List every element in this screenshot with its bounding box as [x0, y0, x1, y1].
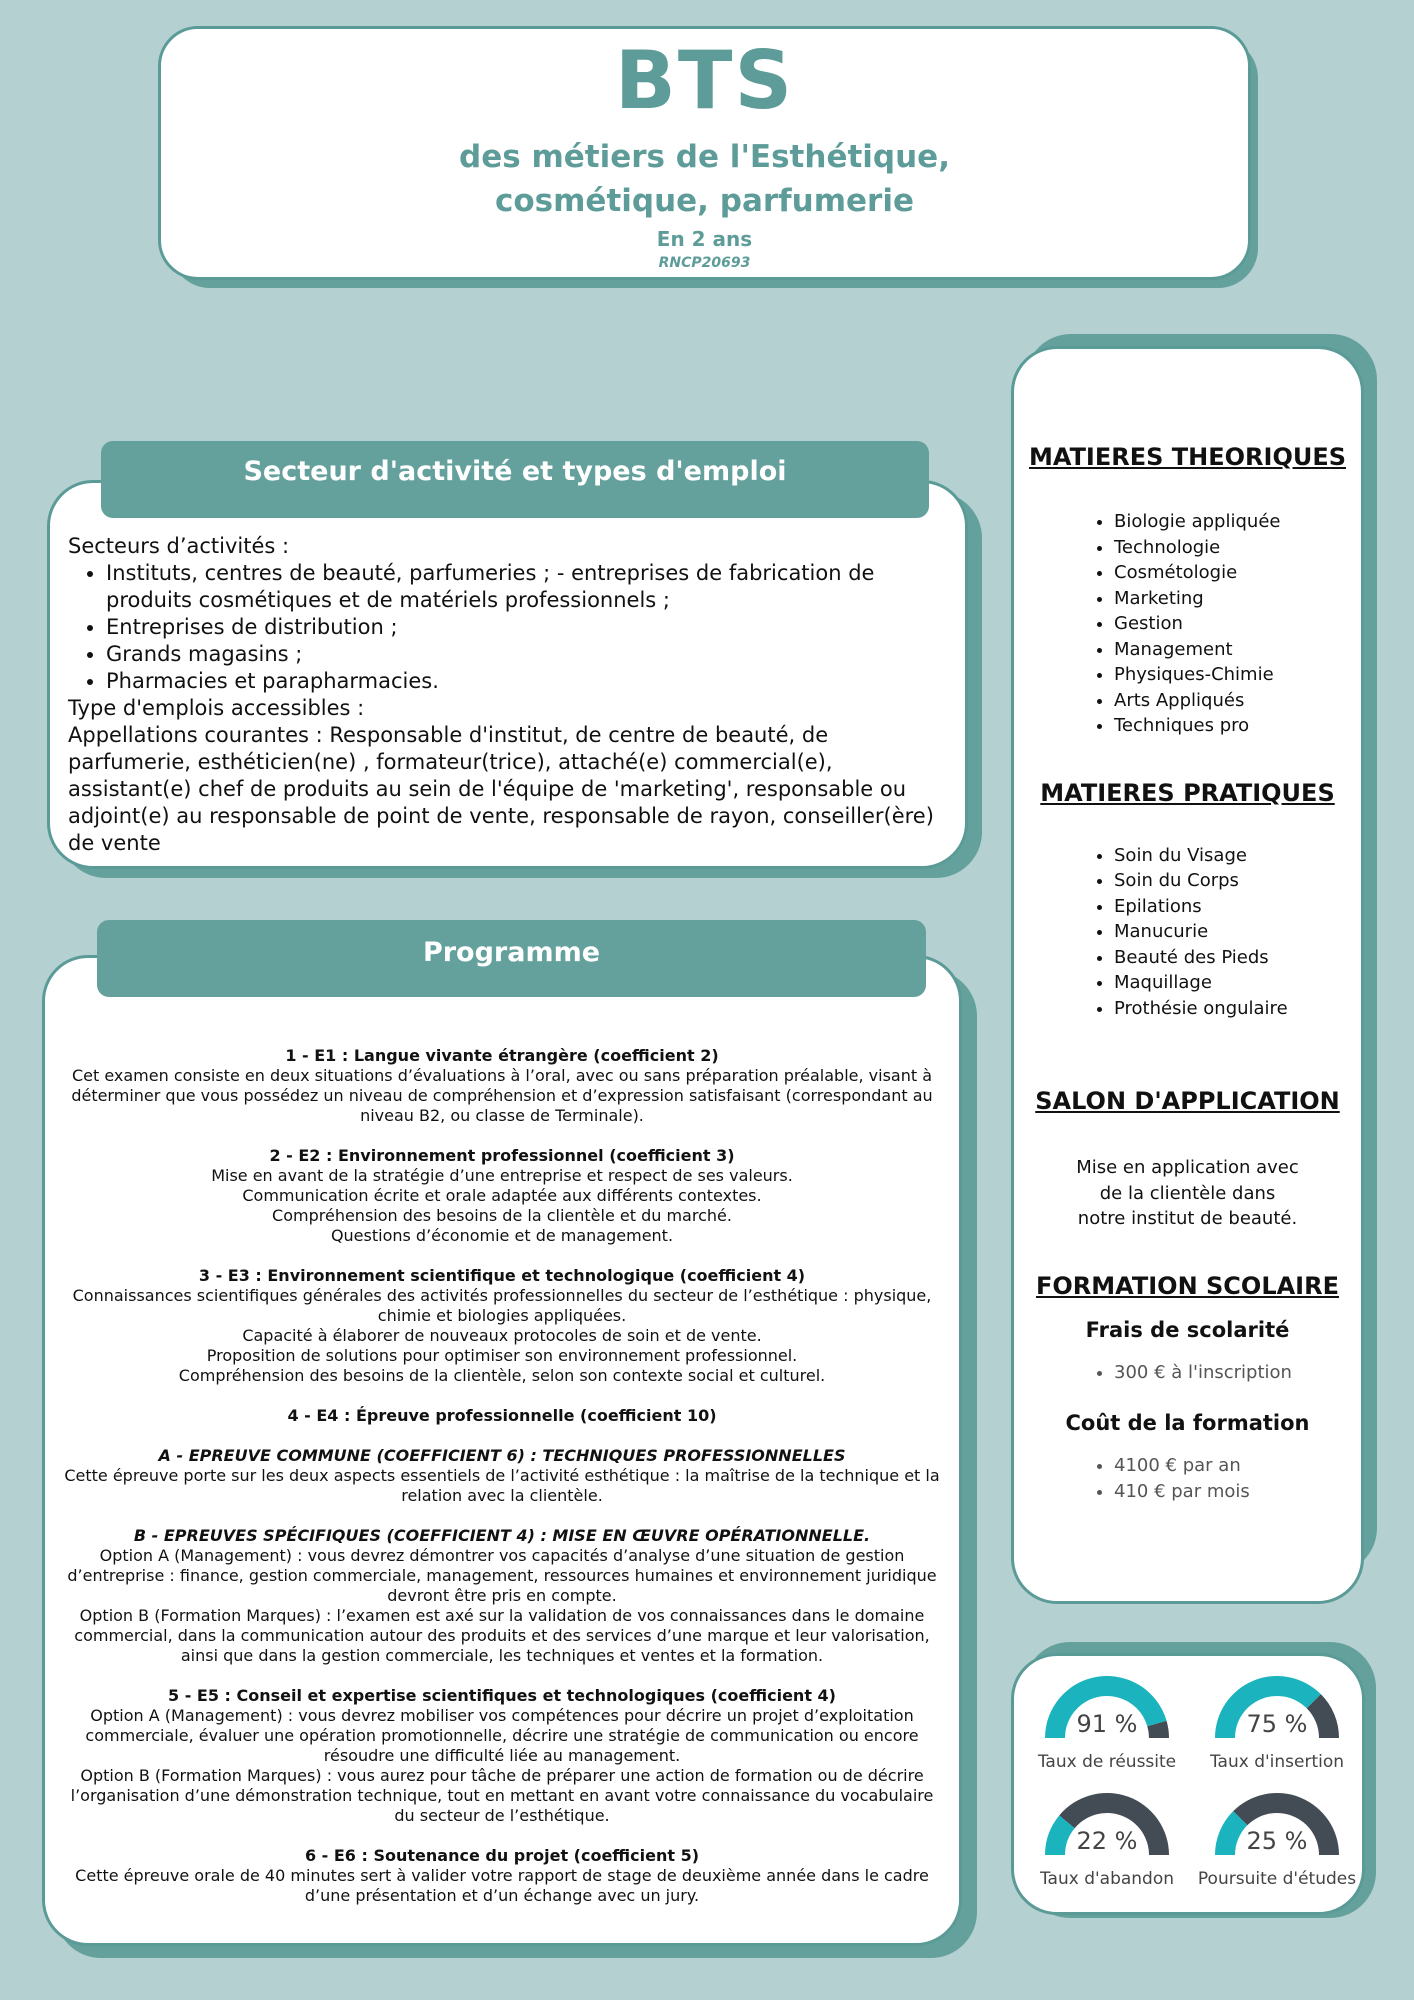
formation-title: FORMATION SCOLAIRE	[1036, 1271, 1339, 1300]
exam-title: 4 - E4 : Épreuve professionnelle (coefficient 10)	[287, 1406, 717, 1425]
gauge-insertion	[1192, 1674, 1362, 1772]
prat-title: MATIERES PRATIQUES	[1040, 778, 1335, 807]
exam-title: 2 - E2 : Environnement professionnel (coefficient 3)	[269, 1146, 735, 1165]
frais-list	[1014, 1360, 1361, 1386]
list-item: • Manucurie	[1114, 919, 1361, 945]
exam-e4b	[61, 1526, 943, 1666]
exam-line: Questions d’économie et de management.	[330, 1226, 674, 1245]
exam-line: Connaissances scientifiques générales des activités professionnelles du secteur de l’esthétique : physique, chimie et biologies appliquées.	[72, 1286, 932, 1325]
list-item: • Soin du Corps	[1114, 868, 1361, 894]
salon-text	[1014, 1155, 1361, 1232]
exam-title: 6 - E6 : Soutenance du projet (coefficient 5)	[304, 1846, 700, 1865]
list-item: • Entreprises de distribution ;	[106, 614, 949, 641]
list-item: • Cosmétologie	[1114, 560, 1361, 586]
list-item: • Techniques pro	[1114, 713, 1361, 739]
exam-line: Compréhension des besoins de la clientèle et du marché.	[272, 1206, 732, 1225]
exam-text: Cette épreuve porte sur les deux aspects essentiels de l’activité esthétique : la maîtrise de la technique et la relation avec la clientèle.	[64, 1466, 940, 1505]
exam-e6	[61, 1846, 943, 1906]
list-item: • Maquillage	[1114, 970, 1361, 996]
list-item: • Instituts, centres de beauté, parfumeries ; - entreprises de fabrication de produits cosmétiques et de matériels professionnels ;	[106, 560, 949, 614]
exam-e2	[61, 1146, 943, 1246]
header-card	[158, 26, 1251, 280]
gauge-label: Poursuite d'études	[1197, 1869, 1357, 1889]
programme-card	[42, 955, 962, 1946]
list-item: • 300 € à l'inscription	[1114, 1360, 1361, 1386]
gauge-value: 22 %	[1076, 1827, 1138, 1855]
secteur-intro: Secteurs d’activités :	[68, 534, 290, 558]
cout-title: Coût de la formation	[1065, 1411, 1310, 1435]
exam-title: 3 - E3 : Environnement scientifique et technologique (coefficient 4)	[198, 1266, 806, 1285]
exam-e4a	[61, 1446, 943, 1506]
prat-list	[1014, 843, 1361, 1022]
emplois-text: Appellations courantes : Responsable d'institut, de centre de beauté, de parfumerie, esthéticien(ne) , formateur(trice), attaché(e) commercial(e), assistant(e) chef de produits au sein de l'équipe de 'marketing', responsable ou adjoint(e) au responsable de point de vente, responsable de rayon, conseiller(ère) de vente	[68, 723, 934, 855]
exam-subtitle: B - EPREUVES SPÉCIFIQUES (COEFFICIENT 4) : MISE EN ŒUVRE OPÉRATIONNELLE.	[133, 1526, 871, 1545]
frais-title: Frais de scolarité	[1085, 1317, 1290, 1342]
list-item: • Beauté des Pieds	[1114, 945, 1361, 971]
exam-text: Option A (Management) : vous devrez démontrer vos capacités d’analyse d’une situation de gestion d’entreprise : finance, gestion commerciale, management, ressources humaines et environnement juridique devront être pris en compte.	[67, 1546, 937, 1605]
list-item: • Arts Appliqués	[1114, 688, 1361, 714]
exam-e5	[61, 1686, 943, 1826]
gauge-label: Taux d'insertion	[1209, 1752, 1345, 1772]
list-item: • 4100 € par an	[1114, 1453, 1361, 1479]
exam-text: Option B (Formation Marques) : l’examen est axé sur la validation de vos connaissances dans le domaine commercial, dans la communication autour des produits et des services d’une marque et leur valorisation, ainsi que dans la gestion commerciale, les techniques et ventes et la formation.	[74, 1606, 930, 1665]
list-item: • Marketing	[1114, 586, 1361, 612]
gauge-poursuite	[1192, 1791, 1362, 1889]
secteur-card	[47, 480, 968, 869]
list-item: • Technologie	[1114, 535, 1361, 561]
duration-label: En 2 ans	[656, 227, 753, 251]
secteur-heading: Secteur d'activité et types d'emploi	[101, 441, 929, 518]
exam-text: Cette épreuve orale de 40 minutes sert à valider votre rapport de stage de deuxième année dans le cadre d’une présentation et d’un échange avec un jury.	[75, 1866, 929, 1905]
exam-text: Option A (Management) : vous devrez mobiliser vos compétences pour décrire un projet d’exploitation commerciale, évaluer une opération promotionnelle, décrire une stratégie de communication ou encore résoudre une difficulté liée au management.	[85, 1706, 919, 1765]
rncp-code: RNCP20693	[658, 255, 751, 271]
list-item: • Gestion	[1114, 611, 1361, 637]
exam-e4	[61, 1406, 943, 1666]
right-panel	[1011, 346, 1364, 1604]
exam-line: Compréhension des besoins de la clientèle, selon son contexte social et culturel.	[178, 1366, 826, 1385]
salon-line: de la clientèle dans	[1099, 1182, 1276, 1204]
salon-title: SALON D'APPLICATION	[1035, 1087, 1340, 1115]
cout-list	[1014, 1453, 1361, 1504]
gauge-value: 91 %	[1076, 1710, 1138, 1738]
exam-line: Mise en avant de la stratégie d’une entreprise et respect de ses valeurs.	[211, 1166, 793, 1185]
list-item: • 410 € par mois	[1114, 1479, 1361, 1505]
salon-line: notre institut de beauté.	[1077, 1208, 1298, 1229]
exam-line: Capacité à élaborer de nouveaux protocoles de soin et de vente.	[242, 1326, 762, 1345]
page-subtitle: des métiers de l'Esthétique, cosmétique, parfumerie	[459, 139, 950, 219]
exam-e3	[61, 1266, 943, 1386]
exam-line: Communication écrite et orale adaptée aux différents contextes.	[242, 1186, 762, 1205]
exam-e1	[61, 1046, 943, 1126]
programme-heading: Programme	[97, 920, 926, 997]
page-title: BTS	[614, 34, 795, 127]
theo-title: MATIERES THEORIQUES	[1028, 443, 1347, 471]
exam-line: Proposition de solutions pour optimiser son environnement professionnel.	[206, 1346, 798, 1365]
list-item: • Physiques-Chimie	[1114, 662, 1361, 688]
gauge-abandon	[1022, 1791, 1192, 1889]
gauge-reussite	[1022, 1674, 1192, 1772]
list-item: • Prothésie ongulaire	[1114, 996, 1361, 1022]
gauge-label: Taux d'abandon	[1039, 1869, 1175, 1889]
list-item: • Soin du Visage	[1114, 843, 1361, 869]
stats-panel	[1011, 1653, 1365, 1915]
gauge-label: Taux de réussite	[1037, 1752, 1177, 1772]
list-item: • Grands magasins ;	[106, 641, 949, 668]
list-item: • Epilations	[1114, 894, 1361, 920]
exam-text: Option B (Formation Marques) : vous aurez pour tâche de préparer une action de formation ou de décrire l’organisation d’une démonstration technique, tout en mettant en avant votre connaissance du vocabulaire du secteur de l’esthétique.	[70, 1766, 934, 1825]
emplois-label: Type d'emplois accessibles :	[68, 696, 365, 720]
theo-list	[1014, 509, 1361, 739]
exam-text: Cet examen consiste en deux situations d’évaluations à l’oral, avec ou sans préparation préalable, visant à déterminer que vous possédez un niveau de compréhension et d’expression satisfaisant (correspondant au niveau B2, ou classe de Terminale).	[71, 1066, 933, 1125]
exam-subtitle: A - EPREUVE COMMUNE (COEFFICIENT 6) : TECHNIQUES PROFESSIONNELLES	[158, 1446, 846, 1465]
exam-title: 5 - E5 : Conseil et expertise scientifiques et technologiques (coefficient 4)	[168, 1686, 836, 1705]
gauge-value: 75 %	[1246, 1710, 1308, 1738]
list-item: • Management	[1114, 637, 1361, 663]
gauge-value: 25 %	[1246, 1827, 1308, 1855]
salon-line: Mise en application avec	[1076, 1157, 1299, 1178]
list-item: • Biologie appliquée	[1114, 509, 1361, 535]
secteur-list	[68, 560, 949, 695]
exam-title: 1 - E1 : Langue vivante étrangère (coefficient 2)	[285, 1046, 719, 1065]
list-item: • Pharmacies et parapharmacies.	[106, 668, 949, 695]
